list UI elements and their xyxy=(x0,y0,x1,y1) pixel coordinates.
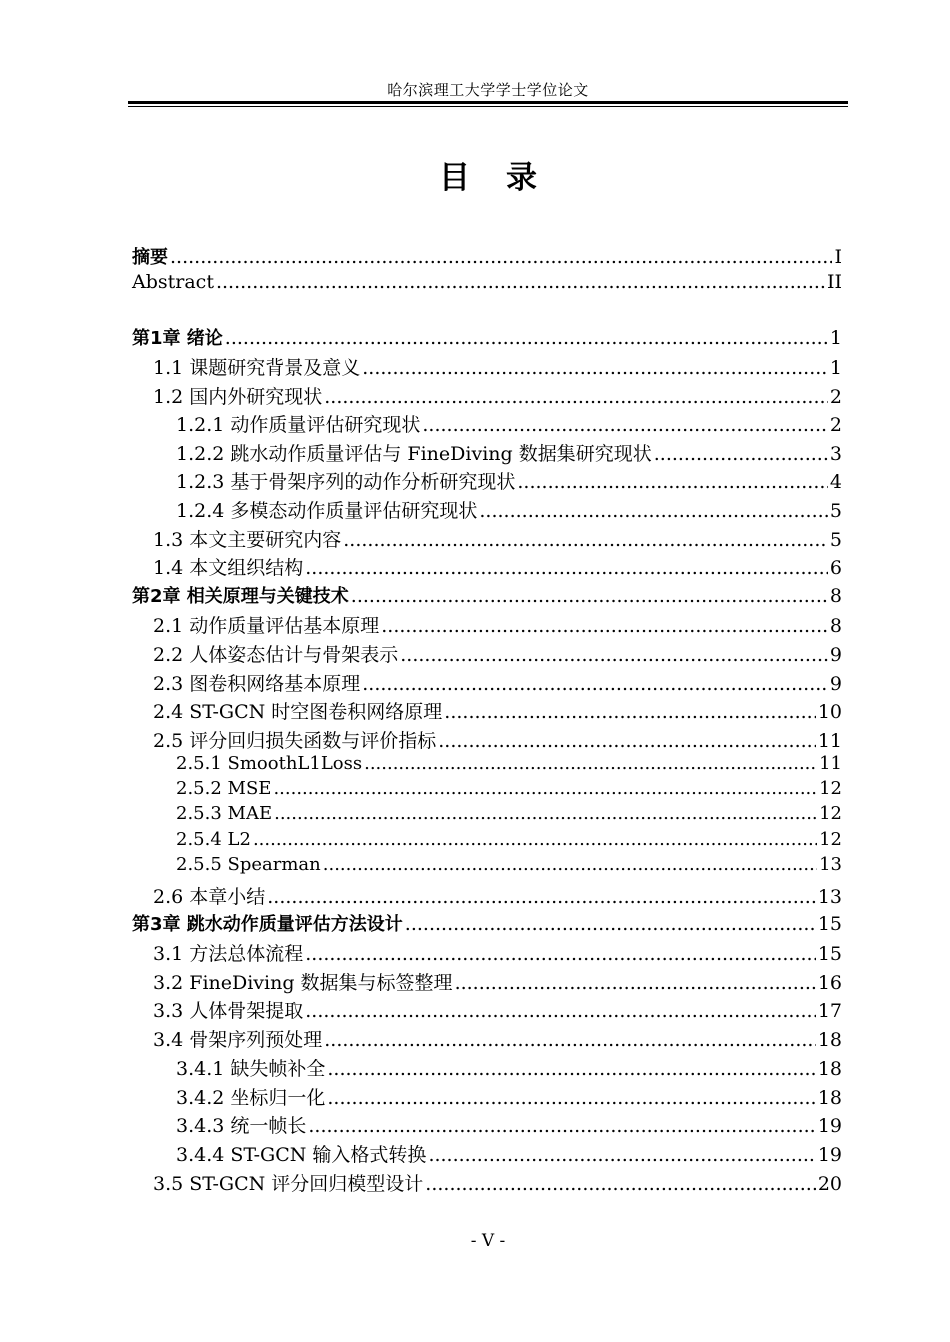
toc-entry-page: 2 xyxy=(829,386,842,408)
toc-entry-page: II xyxy=(826,271,842,293)
toc-entry-label: 1.2 国内外研究现状 xyxy=(153,386,323,408)
toc-entry[interactable] xyxy=(153,996,842,1023)
toc-entry[interactable] xyxy=(132,324,842,350)
toc-entry-page: 6 xyxy=(829,557,842,579)
toc-entry[interactable] xyxy=(153,382,842,409)
toc-entry-page: 16 xyxy=(817,972,842,994)
toc-entry[interactable] xyxy=(176,467,842,494)
toc-entry-label: 3.2 FineDiving 数据集与标签整理 xyxy=(153,972,453,994)
toc-leader-dots xyxy=(517,471,828,493)
toc-entry-page: 18 xyxy=(817,1087,842,1109)
toc-entry[interactable] xyxy=(153,1169,842,1196)
toc-leader-dots xyxy=(323,854,817,875)
toc-entry-label: 3.4.4 ST-GCN 输入格式转换 xyxy=(176,1144,427,1166)
toc-leader-dots xyxy=(444,701,816,723)
toc-entry[interactable] xyxy=(176,439,842,466)
toc-leader-dots xyxy=(381,615,828,637)
toc-entry-page: 1 xyxy=(829,357,842,379)
toc-entry[interactable] xyxy=(176,778,842,799)
toc-leader-dots xyxy=(170,246,832,268)
toc-entry-page: 4 xyxy=(829,471,842,493)
toc-entry-label: 1.2.3 基于骨架序列的动作分析研究现状 xyxy=(176,471,516,493)
toc-leader-dots xyxy=(405,913,816,935)
toc-entry-label: 3.4.2 坐标归一化 xyxy=(176,1087,326,1109)
toc-entry-page: 12 xyxy=(819,829,842,850)
toc-entry-label: 2.4 ST-GCN 时空图卷积网络原理 xyxy=(153,701,443,723)
toc-entry-label: 1.1 课题研究背景及意义 xyxy=(153,357,361,379)
toc-entry[interactable] xyxy=(176,496,842,523)
toc-entry-label: 3.1 方法总体流程 xyxy=(153,943,304,965)
toc-entry-label: 3.5 ST-GCN 评分回归模型设计 xyxy=(153,1173,424,1195)
toc-leader-dots xyxy=(422,414,828,436)
toc-entry-page: 10 xyxy=(817,701,842,723)
toc-leader-dots xyxy=(305,1000,816,1022)
toc-entry-label: 1.2.4 多模态动作质量评估研究现状 xyxy=(176,500,478,522)
toc-leader-dots xyxy=(253,829,817,850)
toc-entry-label: 第1章 绪论 xyxy=(132,328,223,349)
toc-entry-label: 2.5.5 Spearman xyxy=(176,854,321,875)
toc-leader-dots xyxy=(274,803,817,824)
toc-leader-dots xyxy=(654,443,828,465)
toc-entry-page: 19 xyxy=(817,1144,842,1166)
toc-leader-dots xyxy=(362,357,828,379)
toc-entry-label: 1.4 本文组织结构 xyxy=(153,557,304,579)
toc-entry-label: 2.3 图卷积网络基本原理 xyxy=(153,673,361,695)
toc-leader-dots xyxy=(308,1115,815,1137)
toc-entry-label: 3.3 人体骨架提取 xyxy=(153,1000,304,1022)
toc-entry-label: 2.5.4 L2 xyxy=(176,829,251,850)
toc-entry-label: 2.6 本章小结 xyxy=(153,886,266,908)
toc-entry[interactable] xyxy=(176,854,842,875)
toc-entry[interactable] xyxy=(176,829,842,850)
toc-entry-page: 9 xyxy=(829,673,842,695)
toc-entry-page: 12 xyxy=(819,803,842,824)
toc-leader-dots xyxy=(438,730,816,752)
toc-leader-dots xyxy=(479,500,828,522)
toc-entry-label: 2.2 人体姿态估计与骨架表示 xyxy=(153,644,399,666)
toc-entry-page: 1 xyxy=(829,327,842,349)
toc-entry[interactable] xyxy=(176,1111,842,1138)
toc-entry-label: 2.5.3 MAE xyxy=(176,803,273,824)
toc-entry-page: 18 xyxy=(817,1029,842,1051)
toc-leader-dots xyxy=(425,1173,816,1195)
toc-entry-label: Abstract xyxy=(132,271,214,293)
toc-entry[interactable] xyxy=(153,640,842,667)
toc-leader-dots xyxy=(324,386,828,408)
toc-leader-dots xyxy=(273,778,817,799)
toc-leader-dots xyxy=(364,753,817,774)
toc-entry-page: I xyxy=(834,246,842,268)
toc-leader-dots xyxy=(324,1029,816,1051)
toc-entry-label: 1.3 本文主要研究内容 xyxy=(153,529,342,551)
toc-leader-dots xyxy=(216,271,825,293)
toc-entry-page: 15 xyxy=(817,943,842,965)
toc-entry-page: 11 xyxy=(819,753,842,774)
toc-entry[interactable] xyxy=(153,1025,842,1052)
toc-entry[interactable] xyxy=(132,243,842,269)
toc-entry-label: 2.5 评分回归损失函数与评价指标 xyxy=(153,730,437,752)
toc-entry-label: 3.4.1 缺失帧补全 xyxy=(176,1058,326,1080)
toc-leader-dots xyxy=(327,1087,815,1109)
toc-entry[interactable] xyxy=(153,697,842,724)
toc-leader-dots xyxy=(225,327,828,349)
toc-leader-dots xyxy=(327,1058,815,1080)
toc-leader-dots xyxy=(455,972,816,994)
toc-entry-page: 8 xyxy=(829,615,842,637)
toc-leader-dots xyxy=(305,943,816,965)
toc-leader-dots xyxy=(362,673,828,695)
toc-entry[interactable] xyxy=(176,1054,842,1081)
toc-entry-label: 1.2.1 动作质量评估研究现状 xyxy=(176,414,421,436)
toc-entry-label: 2.1 动作质量评估基本原理 xyxy=(153,615,380,637)
toc-entry-page: 11 xyxy=(817,730,842,752)
toc-entry-page: 5 xyxy=(829,529,842,551)
toc-entry-page: 13 xyxy=(819,854,842,875)
toc-entry[interactable] xyxy=(176,1083,842,1110)
toc-leader-dots xyxy=(343,529,828,551)
toc-entry[interactable] xyxy=(132,910,842,936)
page-number: - V - xyxy=(470,1231,506,1251)
toc-leader-dots xyxy=(400,644,828,666)
toc-entry-page: 12 xyxy=(819,778,842,799)
toc-leader-dots xyxy=(305,557,828,579)
toc-entry-page: 18 xyxy=(817,1058,842,1080)
toc-entry-page: 19 xyxy=(817,1115,842,1137)
toc-entry-page: 15 xyxy=(817,913,842,935)
toc-entry-label: 第2章 相关原理与关键技术 xyxy=(132,586,349,607)
toc-entry-label: 3.4.3 统一帧长 xyxy=(176,1115,307,1137)
toc-entry-page: 2 xyxy=(829,414,842,436)
toc-title-char: 录 xyxy=(506,160,537,196)
toc-entry-label: 1.2.2 跳水动作质量评估与 FineDiving 数据集研究现状 xyxy=(176,443,652,465)
toc-leader-dots xyxy=(267,886,816,908)
toc-title-char: 目 xyxy=(439,160,470,196)
toc-entry-page: 20 xyxy=(817,1173,842,1195)
toc-leader-dots xyxy=(351,585,828,607)
toc-entry[interactable] xyxy=(176,410,842,437)
running-header: 哈尔滨理工大学学士学位论文 xyxy=(387,81,589,99)
toc-leader-dots xyxy=(428,1144,815,1166)
toc-entry[interactable] xyxy=(176,753,842,774)
toc-entry[interactable] xyxy=(153,726,842,753)
toc-entry[interactable] xyxy=(132,271,842,293)
toc-entry-label: 2.5.2 MSE xyxy=(176,778,272,799)
toc-entry-page: 9 xyxy=(829,644,842,666)
toc-entry[interactable] xyxy=(153,669,842,696)
toc-entry-label: 第3章 跳水动作质量评估方法设计 xyxy=(132,914,403,935)
toc-entry-label: 2.5.1 SmoothL1Loss xyxy=(176,753,363,774)
toc-entry[interactable] xyxy=(153,968,842,995)
toc-entry[interactable] xyxy=(153,525,842,552)
toc-entry-label: 摘要 xyxy=(132,247,168,268)
toc-entry[interactable] xyxy=(153,611,842,638)
toc-entry[interactable] xyxy=(176,803,842,824)
toc-entry-label: 3.4 骨架序列预处理 xyxy=(153,1029,323,1051)
toc-entry[interactable] xyxy=(153,939,842,966)
toc-entry-page: 3 xyxy=(829,443,842,465)
toc-entry-page: 13 xyxy=(817,886,842,908)
toc-entry-page: 5 xyxy=(829,500,842,522)
toc-entry[interactable] xyxy=(153,353,842,380)
toc-entry-page: 17 xyxy=(817,1000,842,1022)
toc-entry[interactable] xyxy=(153,882,842,909)
toc-entry[interactable] xyxy=(176,1140,842,1167)
toc-entry-page: 8 xyxy=(829,585,842,607)
toc-entry[interactable] xyxy=(153,553,842,580)
toc-entry[interactable] xyxy=(132,582,842,608)
